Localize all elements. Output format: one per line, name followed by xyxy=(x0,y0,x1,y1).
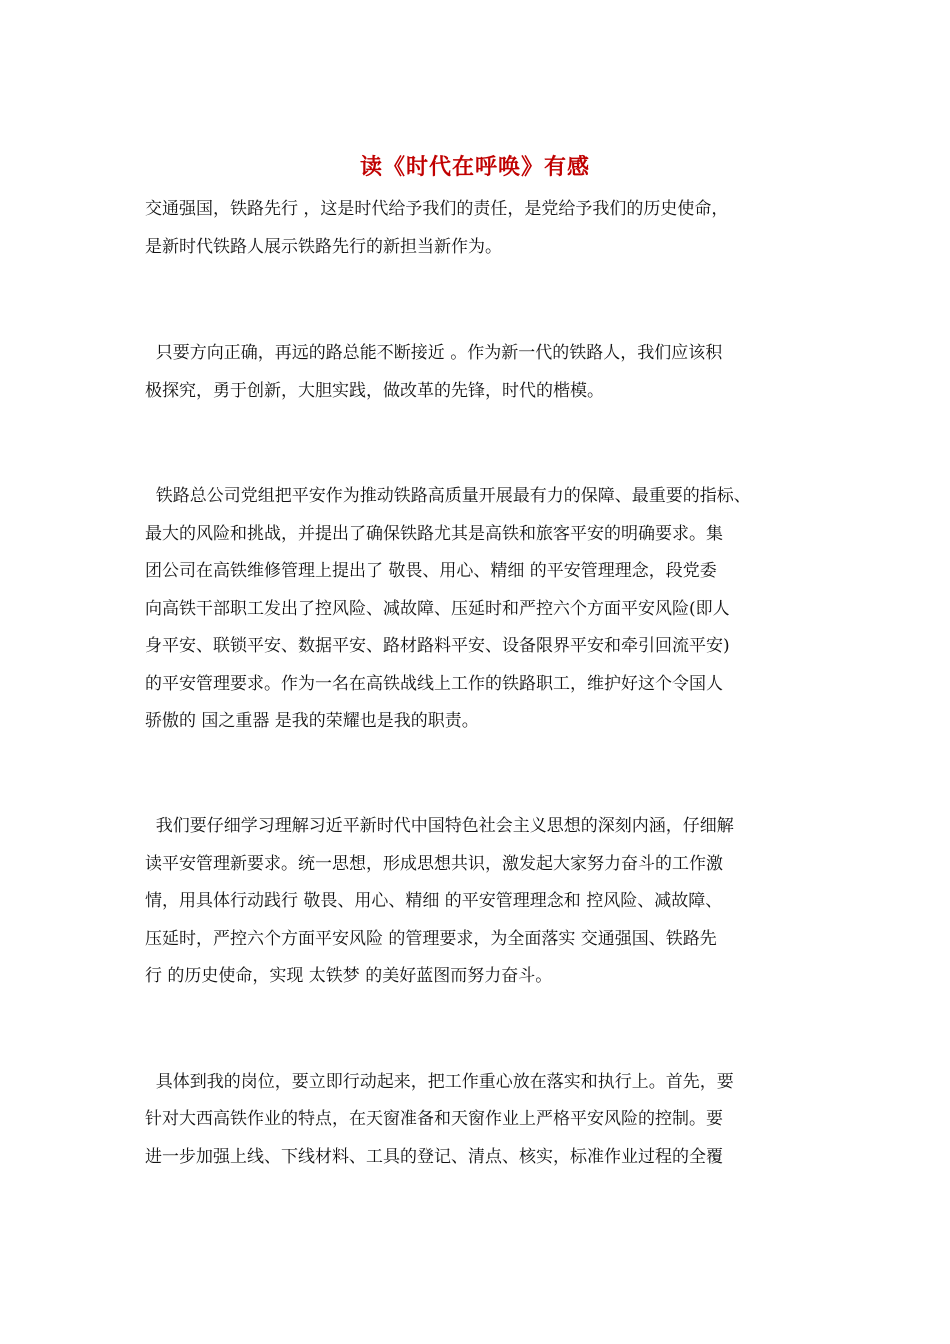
paragraph-3-line-3: 团公司在高铁维修管理上提出了 敬畏、用心、精细 的平安管理理念，段党委 xyxy=(145,561,717,581)
paragraph-5-line-1: 具体到我的岗位，要立即行动起来，把工作重心放在落实和执行上。首先，要 xyxy=(145,1072,734,1092)
paragraph-3-line-1: 铁路总公司党组把平安作为推动铁路高质量开展最有力的保障、最重要的指标、 xyxy=(145,486,751,506)
paragraph-4-line-3: 情，用具体行动践行 敬畏、用心、精细 的平安管理理念和 控风险、减故障、 xyxy=(145,891,723,911)
paragraph-3-line-2: 最大的风险和挑战，并提出了确保铁路尤其是高铁和旅客平安的明确要求。集 xyxy=(145,524,723,544)
document-title: 读《时代在呼唤》有感 xyxy=(359,155,590,180)
paragraph-3-line-6: 的平安管理要求。作为一名在高铁战线上工作的铁路职工，维护好这个令国人 xyxy=(145,674,723,694)
paragraph-3-line-7: 骄傲的 国之重器 是我的荣耀也是我的职责。 xyxy=(145,711,479,731)
paragraph-2-line-2: 极探究，勇于创新，大胆实践，做改革的先锋，时代的楷模。 xyxy=(145,381,604,401)
paragraph-4-line-5: 行 的历史使命，实现 太铁梦 的美好蓝图而努力奋斗。 xyxy=(145,966,553,986)
paragraph-5-line-2: 针对大西高铁作业的特点，在天窗准备和天窗作业上严格平安风险的控制。要 xyxy=(145,1109,723,1129)
paragraph-1-line-2: 是新时代铁路人展示铁路先行的新担当新作为。 xyxy=(145,237,502,257)
paragraph-4-line-2: 读平安管理新要求。统一思想，形成思想共识，激发起大家努力奋斗的工作激 xyxy=(145,854,723,874)
paragraph-4-line-4: 压延时，严控六个方面平安风险 的管理要求，为全面落实 交通强国、铁路先 xyxy=(145,929,717,949)
paragraph-5-line-3: 进一步加强上线、下线材料、工具的登记、清点、核实，标准作业过程的全覆 xyxy=(145,1147,723,1167)
paragraph-3-line-5: 身平安、联锁平安、数据平安、路材路料平安、设备限界平安和牵引回流平安) xyxy=(145,636,730,656)
paragraph-3-line-4: 向高铁干部职工发出了控风险、减故障、压延时和严控六个方面平安风险(即人 xyxy=(145,599,730,619)
paragraph-4-line-1: 我们要仔细学习理解习近平新时代中国特色社会主义思想的深刻内涵，仔细解 xyxy=(145,816,734,836)
paragraph-1-line-1: 交通强国，铁路先行 ，这是时代给予我们的责任，是党给予我们的历史使命， xyxy=(145,199,729,219)
paragraph-2-line-1: 只要方向正确，再远的路总能不断接近 。作为新一代的铁路人，我们应该积 xyxy=(145,343,723,363)
